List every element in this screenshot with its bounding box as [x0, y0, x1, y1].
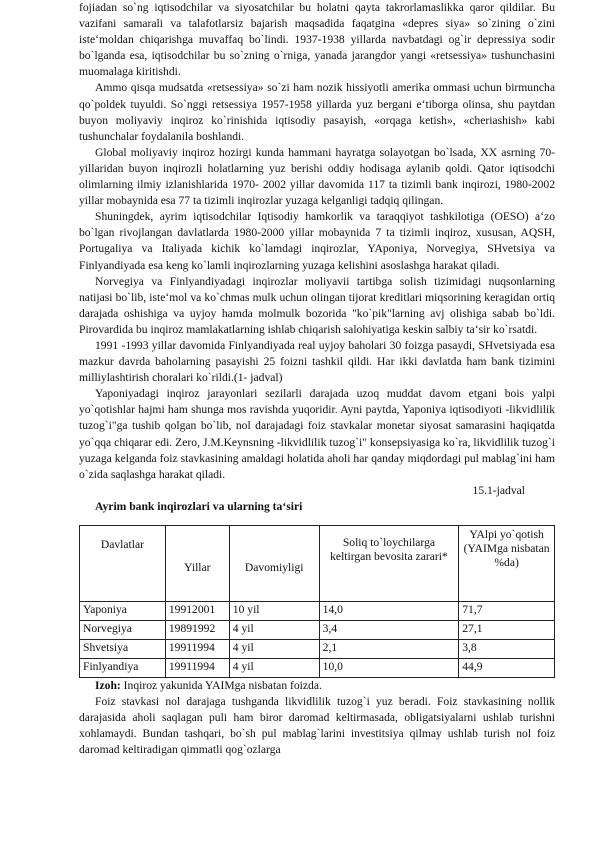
paragraph: Global moliyaviy inqiroz hozirgi kunda hammani hayratga solayotgan bo`lsada, XX asrning 70-yillaridan buyon inqirozli holatlarning yuz berishi oddiy hodisaga aylanib qoldi. Qator iqtisodchi olimlarning ilmiy izlanishlarida 1970- 2002 yillar davomida 117 ta tizimli bank inqirozi, 1980-2002 yillar mobaynida esa 77 ta tizimli inqirozlar yuzaga kelganligi tadqiq qilingan. [79, 145, 555, 208]
header-cell: Soliq to`loychilarga keltirgan bevosita zarari* [319, 526, 459, 602]
paragraph: Ammo qisqa mudsatda «retsessiya» so`zi ham nozik hissiyotli amerika ommasi uchun birmuncha qo`poldek tuyuldi. So`nggi retsessiya 1957-1958 yillarda yuz bergani e‘tiborga olinsa, shu paytdan buyon moliyaviy inqiroz ko`rinishida iqtisodiy pasayish, «orqaga ketish», «cheriashish» kabi tushunchalar foydalanila boshlandi. [79, 81, 555, 143]
table-caption-row [79, 483, 555, 499]
table-cell: Norvegiya [80, 621, 166, 640]
table-cell: 19912001 [165, 602, 229, 621]
table-cell: Yaponiya [80, 602, 166, 621]
table-cell: 10,0 [319, 659, 459, 678]
table-cell: 44,9 [459, 659, 555, 678]
table-row [80, 659, 555, 678]
table-cell: 2,1 [319, 640, 459, 659]
table-title: Ayrim bank inqirozlari va ularning ta‘siri [95, 499, 303, 513]
header-cell: Davlatlar [80, 526, 166, 602]
table-number: 15.1-jadval [472, 483, 525, 497]
table-cell: 19911994 [165, 640, 229, 659]
table-cell: 3,4 [319, 621, 459, 640]
header-cell: Yillar [165, 526, 229, 602]
table-cell: 27,1 [459, 621, 555, 640]
table-cell: 19891992 [165, 621, 229, 640]
table-cell: 71,7 [459, 602, 555, 621]
table-row [80, 640, 555, 659]
table-cell: 10 yil [229, 602, 319, 621]
bank-crises-table [79, 525, 555, 678]
paragraph: Foiz stavkasi nol darajaga tushganda likvidlilik tuzog`i yuz beradi. Foiz stavkasining nollik darajasida aholi saqlagan puli ham biror daromad keltirmasada, obligatsiyalarni ushlab turishni xohlamaydi. Bundan tashqari, bo`sh pul mablag`larini investitsiya qilmay ushlab turish nol foiz daromad keltiradigan qimmatli qog`ozlarga [79, 695, 555, 757]
body-text-bottom [79, 694, 555, 758]
table-cell: 14,0 [319, 602, 459, 621]
paragraph: fojiadan so`ng iqtisodchilar va siyosatchilar bu holatni qayta takrorlamaslikka qaror qildilar. Bu vazifani samarali va talafotlarsiz bajarish maqsadida faqatgina «depres siya» so`zining o`zini iste‘moldan chiqarishga muvaffaq bo`lindi. 1937-1938 yillarda navbatdagi og`ir depressiya sodir bo`lganda esa, iqtisodchilar bu so`zning o`rniga, yanada jarangdor yangi «retsessiya» tushunchasini muomalaga kiritishdi. [79, 1, 555, 79]
body-text-top [79, 0, 555, 483]
table-cell: 19911994 [165, 659, 229, 678]
table-cell: 3,8 [459, 640, 555, 659]
watermark [26, 304, 63, 334]
note-label: Izoh: [95, 679, 121, 692]
table-header-row [80, 526, 555, 602]
paragraph: Norvegiya va Finlyandiyadagi inqirozlar moliyavii tartibga solish tizimidagi nuqsonlarning natijasi bo`lib, iste‘mol va ko`chmas mulk uchun olingan tijorat kreditlari miqsorining keragidan ortiq darajada oshishiga va uyjoy hamda molmulk bozorida "ko`pik"larning avj olishiga sabab bo`ldi. Pirovardida bu inqiroz mamlakatlarning ishlab chiqarish salohiyatiga keskin salbiy ta‘sir ko`rsatdi. [79, 274, 555, 336]
table-note [79, 678, 555, 694]
header-cell: YAlpi yo`qotish (YAIMga nisbatan %da) [459, 526, 555, 602]
header-cell: Davomiyligi [229, 526, 319, 602]
note-text: Inqiroz yakunida YAIMga nisbatan foizda. [120, 679, 322, 692]
table-cell: 4 yil [229, 659, 319, 678]
table-cell: Shvetsiya [80, 640, 166, 659]
paragraph: Shuningdek, ayrim iqtisodchilar Iqtisodiy hamkorlik va taraqqiyot tashkilotiga (OESO) a‘zo bo`lgan rivojlangan davlatlarda 1980-2000 yillar mobaynida 7 ta tizimli inqiroz, xususan, AQSH, Portugaliya va Italiyada kichik ko`lamdagi inqirozlar, YAponiya, Norvegiya, SHvetsiya va Finlyandiyada esa keng ko`lamli inqirozlarning yuzaga kelishini asoslashga harakat qiladi. [79, 210, 555, 272]
paragraph: Yaponiyadagi inqiroz jarayonlari sezilarli darajada uzoq muddat davom etgani bois yalpi yo`qotishlar hajmi ham shunga mos ravishda yuqoridir. Ayni paytda, Yaponiya iqtisodiyoti -likvidlilik tuzog`i"ga tushib qolgan bo`lib, nol darajadagi foiz stavkalar monetar siyosat samarasini haqiqatda yo`qqa chiqarar edi. Zero, J.M.Keynsning -likvidlilik tuzog`i" konsepsiyasiga ko`ra, likvidlilik tuzog`i yuzaga kelganda foiz stavkasining amaldagi holatida aholi har qanday miqdordagi pul mablag`ini ham o`zida saqlashga harakat qiladi. [79, 387, 555, 481]
document-page [79, 0, 555, 758]
table-cell: 4 yil [229, 621, 319, 640]
paragraph: 1991 -1993 yillar davomida Finlyandiyada real uyjoy baholari 30 foizga pasaydi, SHvetsiyada esa mazkur davrda baholarning pasayishi 25 foizni tashkil qildi. Har ikki davlatda ham bank tizimini milliylashtirish choralari ko`rildi.(1- jadval) [79, 338, 555, 385]
table-row [80, 602, 555, 621]
table-cell: 4 yil [229, 640, 319, 659]
table-row [80, 621, 555, 640]
table-cell: Finlyandiya [80, 659, 166, 678]
